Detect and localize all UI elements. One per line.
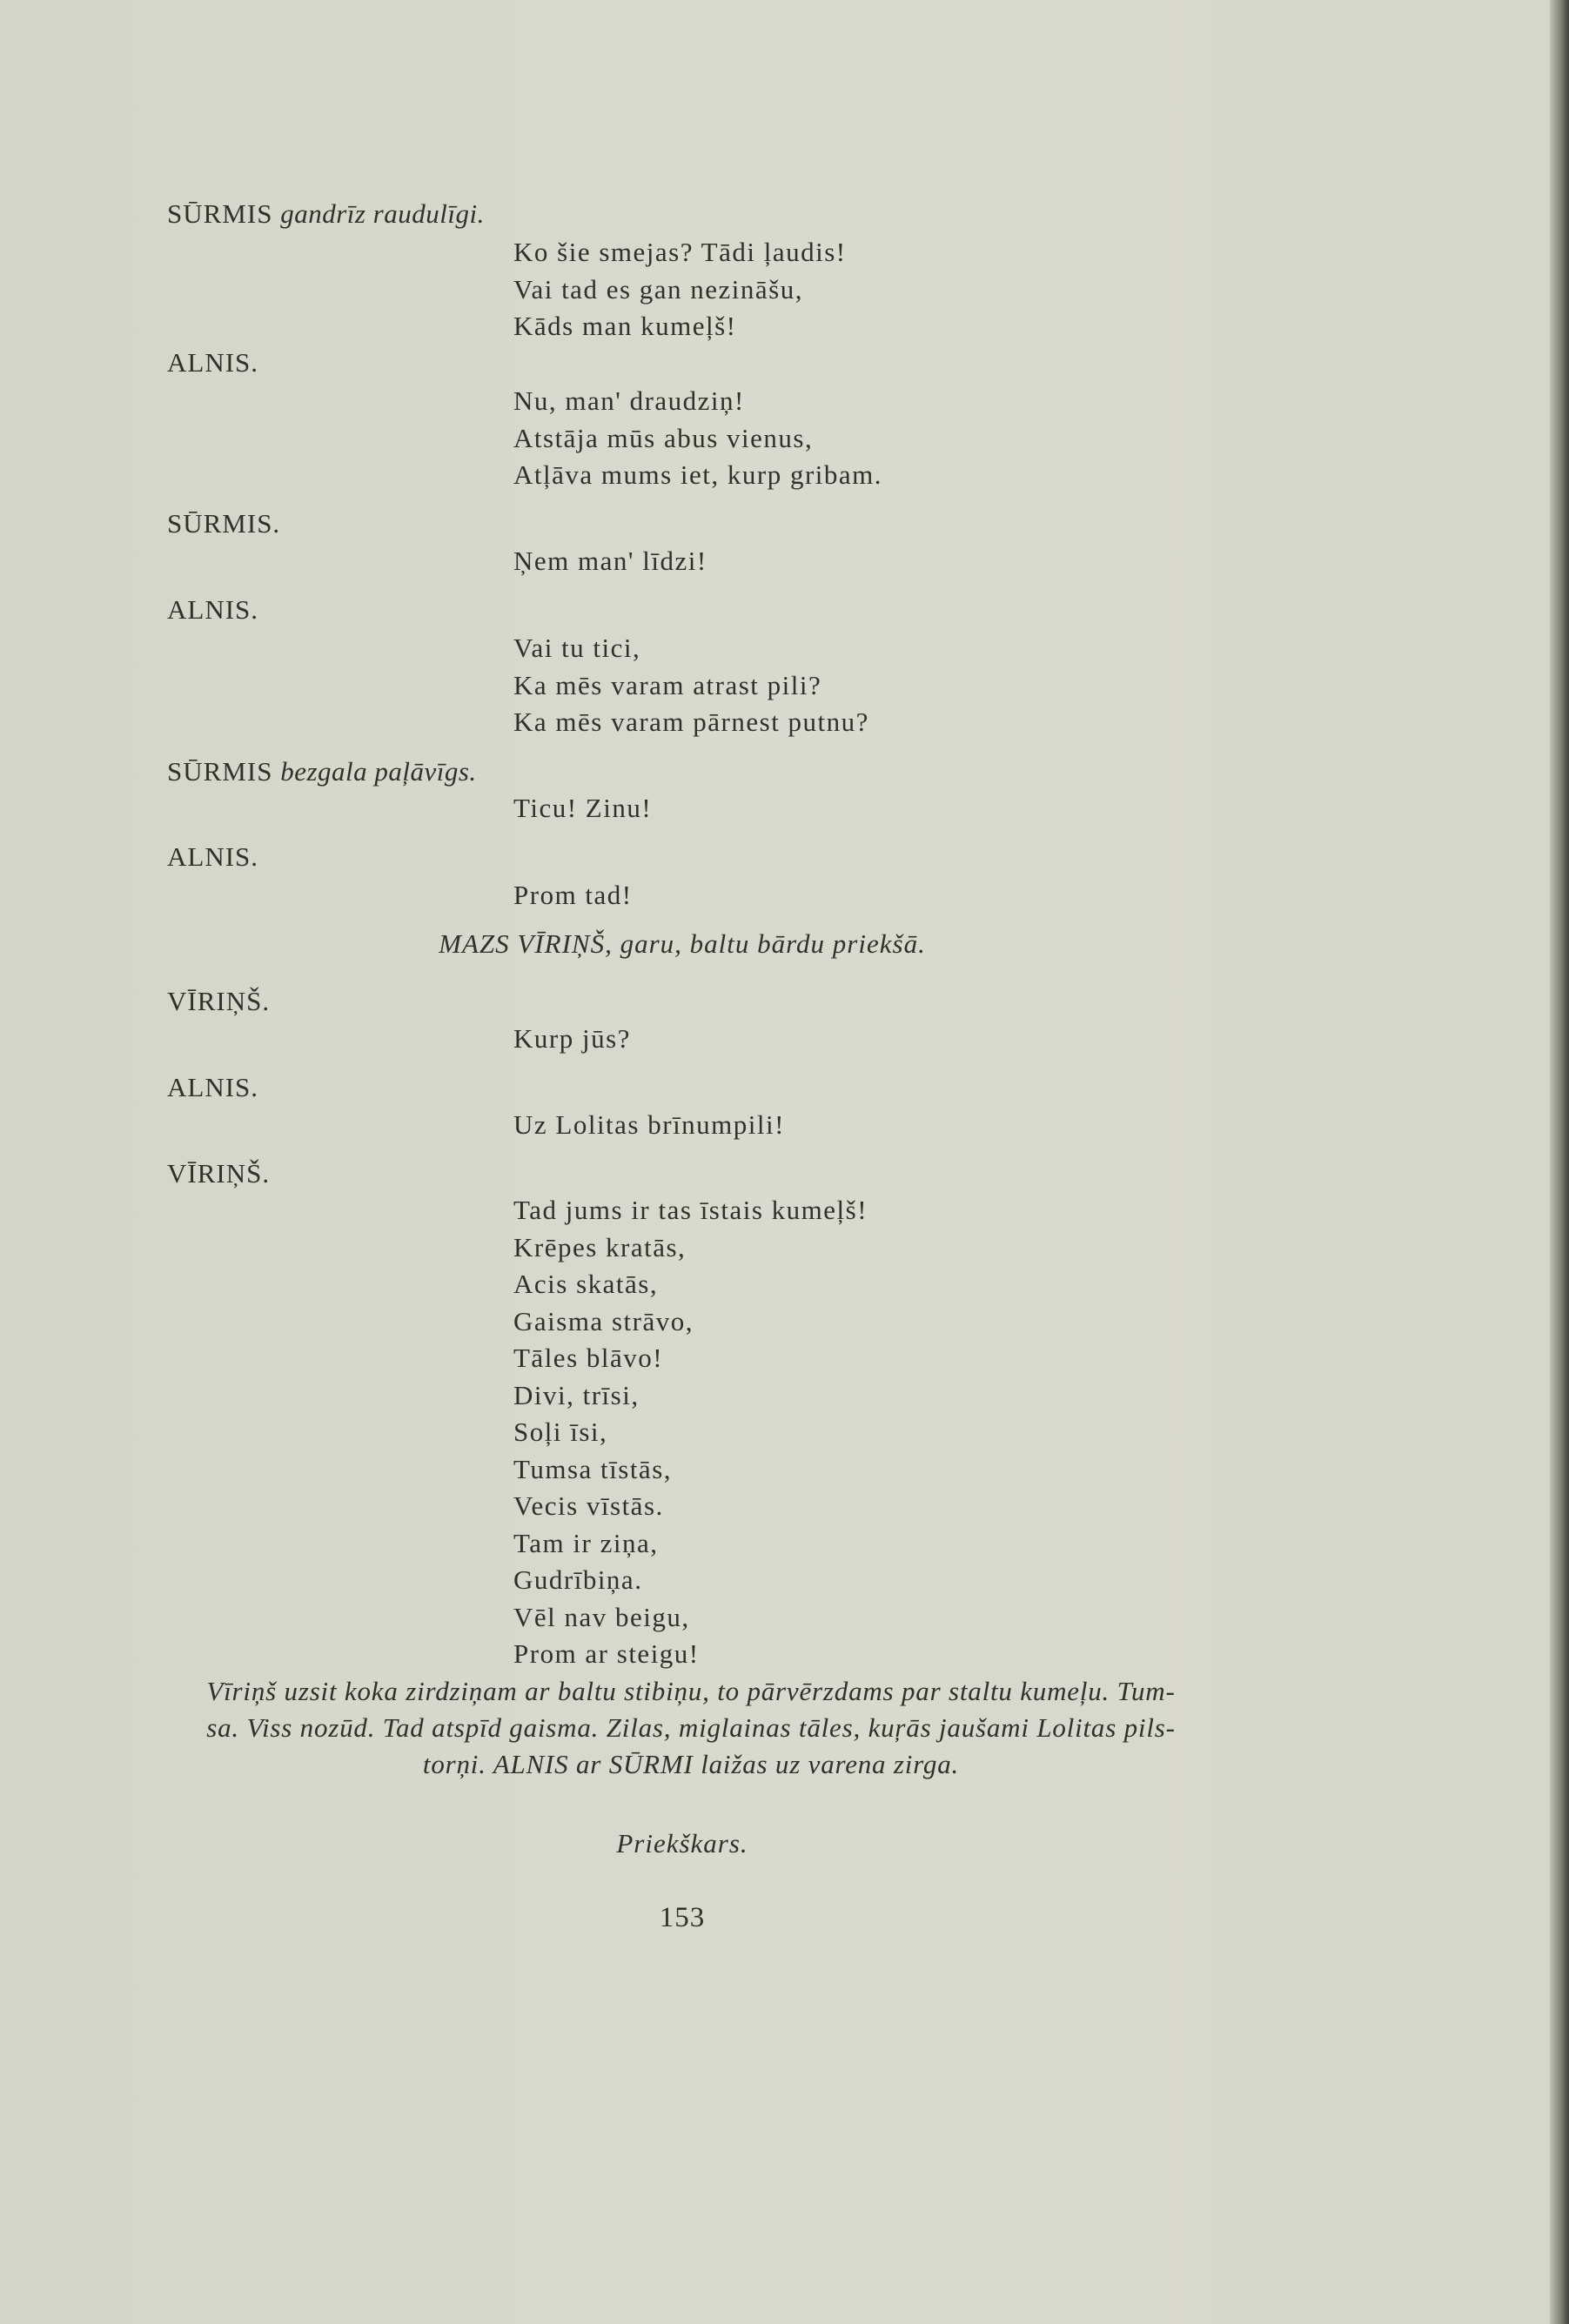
verse-line: Kāds man kumeļš! <box>513 311 737 341</box>
stage-direction-line: torņi. ALNIS ar SŪRMI laižas uz varena zirga. <box>422 1749 960 1779</box>
verse-line: Ņem man' līdzi! <box>513 546 707 576</box>
page-number: 153 <box>659 1902 706 1933</box>
verse-line: Vecis vīstās. <box>513 1490 664 1521</box>
speaker-direction: bezgala paļāvīgs. <box>280 756 477 787</box>
speaker-label: ALNIS. <box>167 1072 259 1102</box>
verse-line: Atļāva mums iet, kurp gribam. <box>513 459 883 490</box>
speaker-name <box>167 198 485 230</box>
stage-direction <box>110 1673 1272 1783</box>
verse-line: Ko šie smejas? Tādi ļaudis! <box>513 237 847 267</box>
speaker-name <box>167 508 280 539</box>
speaker-label: SŪRMIS <box>167 198 273 229</box>
verse-line: Tumsa tīstās, <box>513 1453 673 1484</box>
speaker-name <box>167 1072 258 1103</box>
verse-line: Krēpes kratās, <box>513 1231 687 1262</box>
speaker-name <box>167 986 270 1017</box>
verse-line: Gudrībiņa. <box>513 1564 643 1595</box>
speaker-name <box>167 841 258 873</box>
page-edge <box>1550 0 1569 2324</box>
verse-line: Atstāja mūs abus vienus, <box>513 422 814 453</box>
verse-line: Vai tad es gan nezināšu, <box>513 273 803 305</box>
verse-line: Tam ir ziņa, <box>513 1527 659 1558</box>
speaker-name <box>167 1158 270 1189</box>
verse-line: Prom ar steigu! <box>513 1638 700 1669</box>
verse-line: Ka mēs varam atrast pili? <box>513 669 822 700</box>
speaker-label: SŪRMIS. <box>167 508 281 539</box>
stage-direction-line: sa. Viss nozūd. Tad atspīd gaisma. Zilas, miglainas tāles, kuŗās jaušami Lolitas pils- <box>206 1712 1176 1743</box>
verse-line: Divi, trīsi, <box>513 1379 640 1410</box>
verse-line: Gaisma strāvo, <box>513 1305 694 1336</box>
verse-line: Tad jums ir tas īstais kumeļš! <box>513 1195 868 1225</box>
verse-line: Vai tu tici, <box>513 633 641 663</box>
speaker-label: ALNIS. <box>167 594 259 625</box>
verse-line: Soļi īsi, <box>513 1417 608 1447</box>
speaker-label: ALNIS. <box>167 841 259 872</box>
speaker-label: VĪRIŅŠ. <box>167 986 271 1016</box>
speaker-name <box>167 594 258 626</box>
speaker-label: VĪRIŅŠ. <box>167 1158 271 1189</box>
verse-line: Kurp jūs? <box>513 1023 631 1054</box>
speaker-label: SŪRMIS <box>167 756 273 787</box>
verse-line: Acis skatās, <box>513 1269 659 1299</box>
speaker-label: ALNIS. <box>167 347 259 378</box>
verse-line: Uz Lolitas brīnumpili! <box>513 1109 785 1140</box>
verse-line: Nu, man' draudziņ! <box>513 385 745 416</box>
speaker-name <box>167 347 258 378</box>
verse-line: Ka mēs varam pārnest putnu? <box>513 707 869 737</box>
verse-line: Vēl nav beigu, <box>513 1601 690 1632</box>
entrance-direction: MAZS VĪRIŅŠ, garu, baltu bārdu priekšā. <box>439 928 926 959</box>
verse-line: Ticu! Zinu! <box>513 793 653 823</box>
curtain-direction: Priekškars. <box>616 1828 748 1859</box>
stage-direction-line: Vīriņš uzsit koka zirdziņam ar baltu stibiņu, to pārvērzdams par staltu kumeļu. Tum- <box>206 1676 1176 1706</box>
speaker-name <box>167 756 477 787</box>
speaker-direction: gandrīz raudulīgi. <box>280 198 485 229</box>
verse-line: Prom tad! <box>513 880 633 910</box>
verse-line: Tāles blāvo! <box>513 1343 664 1373</box>
